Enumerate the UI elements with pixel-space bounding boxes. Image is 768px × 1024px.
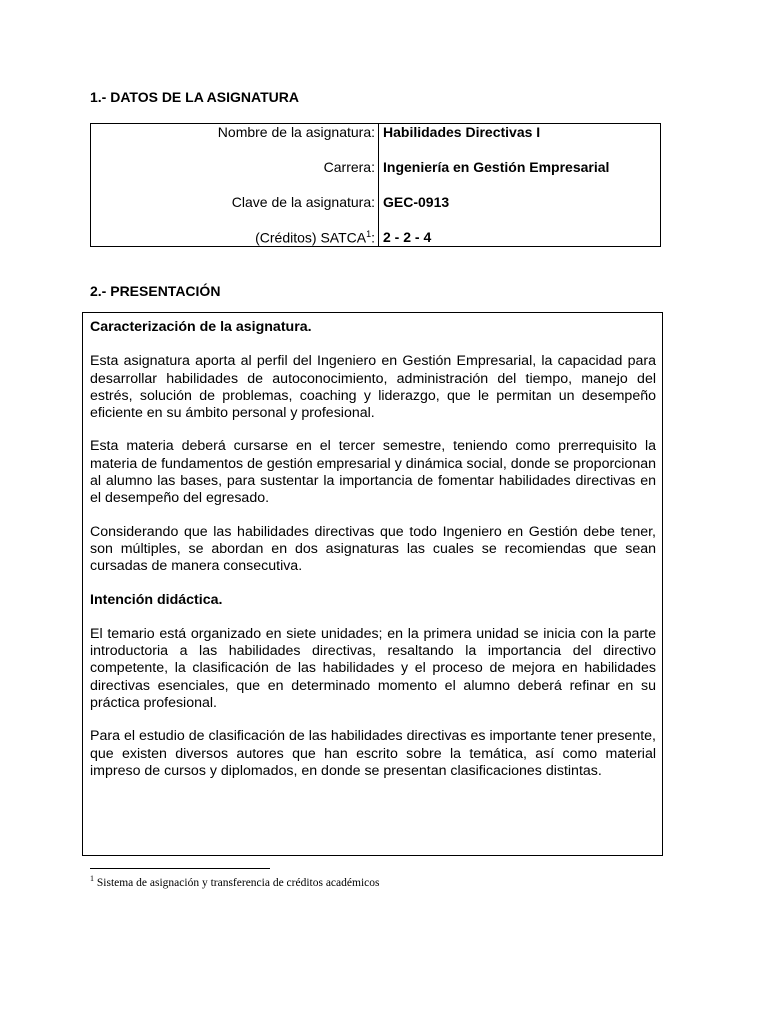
footnote-text: Sistema de asignación y transferencia de créditos académicos	[96, 876, 380, 889]
intencion-title: Intención didáctica.	[90, 591, 223, 608]
label-clave: Clave de la asignatura:	[91, 177, 379, 212]
table-row	[91, 212, 661, 247]
label-satca-text: (Créditos) SATCA	[255, 229, 367, 246]
label-satca-colon: :	[371, 229, 375, 246]
paragraph-1: Esta asignatura aporta al perfil del Ingeniero en Gestión Empresarial, la capacidad para desarrollar habilidades de autoconocimiento, administración del tiempo, manejo del estrés, solución de problemas, coaching y liderazgo, que le permitan un desempeño eficiente en su ámbito personal y profesional.	[90, 353, 656, 422]
paragraph-2: Esta materia deberá cursarse en el tercer semestre, teniendo como prerrequisito la materia de fundamentos de gestión empresarial y dinámica social, donde se proporcionan al alumno las bases, para sustentar la importancia de fomentar habilidades directivas en el desempeño del egresado.	[90, 438, 656, 507]
table-row	[91, 124, 661, 142]
value-nombre: Habilidades Directivas I	[383, 124, 541, 140]
table-row	[91, 142, 661, 177]
label-nombre: Nombre de la asignatura:	[91, 124, 379, 142]
table-row	[91, 177, 661, 212]
footnote-marker: 1	[90, 874, 94, 883]
section-heading-presentacion: 2.- PRESENTACIÓN	[90, 283, 221, 299]
footnote-divider	[90, 868, 270, 869]
value-carrera: Ingeniería en Gestión Empresarial	[383, 158, 610, 175]
caracterizacion-title: Caracterización de la asignatura.	[90, 319, 312, 335]
value-clave: GEC-0913	[383, 193, 450, 210]
subject-info-table	[90, 123, 661, 247]
label-satca	[91, 212, 379, 247]
value-satca: 2 - 2 - 4	[383, 228, 432, 245]
footnote-ref: 1	[366, 228, 372, 239]
paragraph-3: Considerando que las habilidades directivas que todo Ingeniero en Gestión debe tener, son múltiples, se abordan en dos asignaturas las cuales se recomiendas que sean cursadas de manera consecutiva.	[90, 523, 656, 575]
label-carrera: Carrera:	[91, 142, 379, 177]
footnote	[90, 874, 379, 889]
paragraph-5: Para el estudio de clasificación de las habilidades directivas es importante tener presente, que existen diversos autores que han escrito sobre la temática, así como material impreso de cursos y diplomados, en donde se presentan clasificaciones distintas.	[90, 728, 656, 779]
presentation-box	[82, 312, 663, 856]
paragraph-4: El temario está organizado en siete unidades; en la primera unidad se inicia con la parte introductoria a las habilidades directivas, resaltando la importancia del directivo competente, la clasificación de las habilidades y el proceso de mejora en habilidades directivas esenciales, que en determinado momento el alumno deberá refinar en su práctica profesional.	[90, 625, 656, 712]
section-heading-datos: 1.- DATOS DE LA ASIGNATURA	[90, 89, 299, 105]
